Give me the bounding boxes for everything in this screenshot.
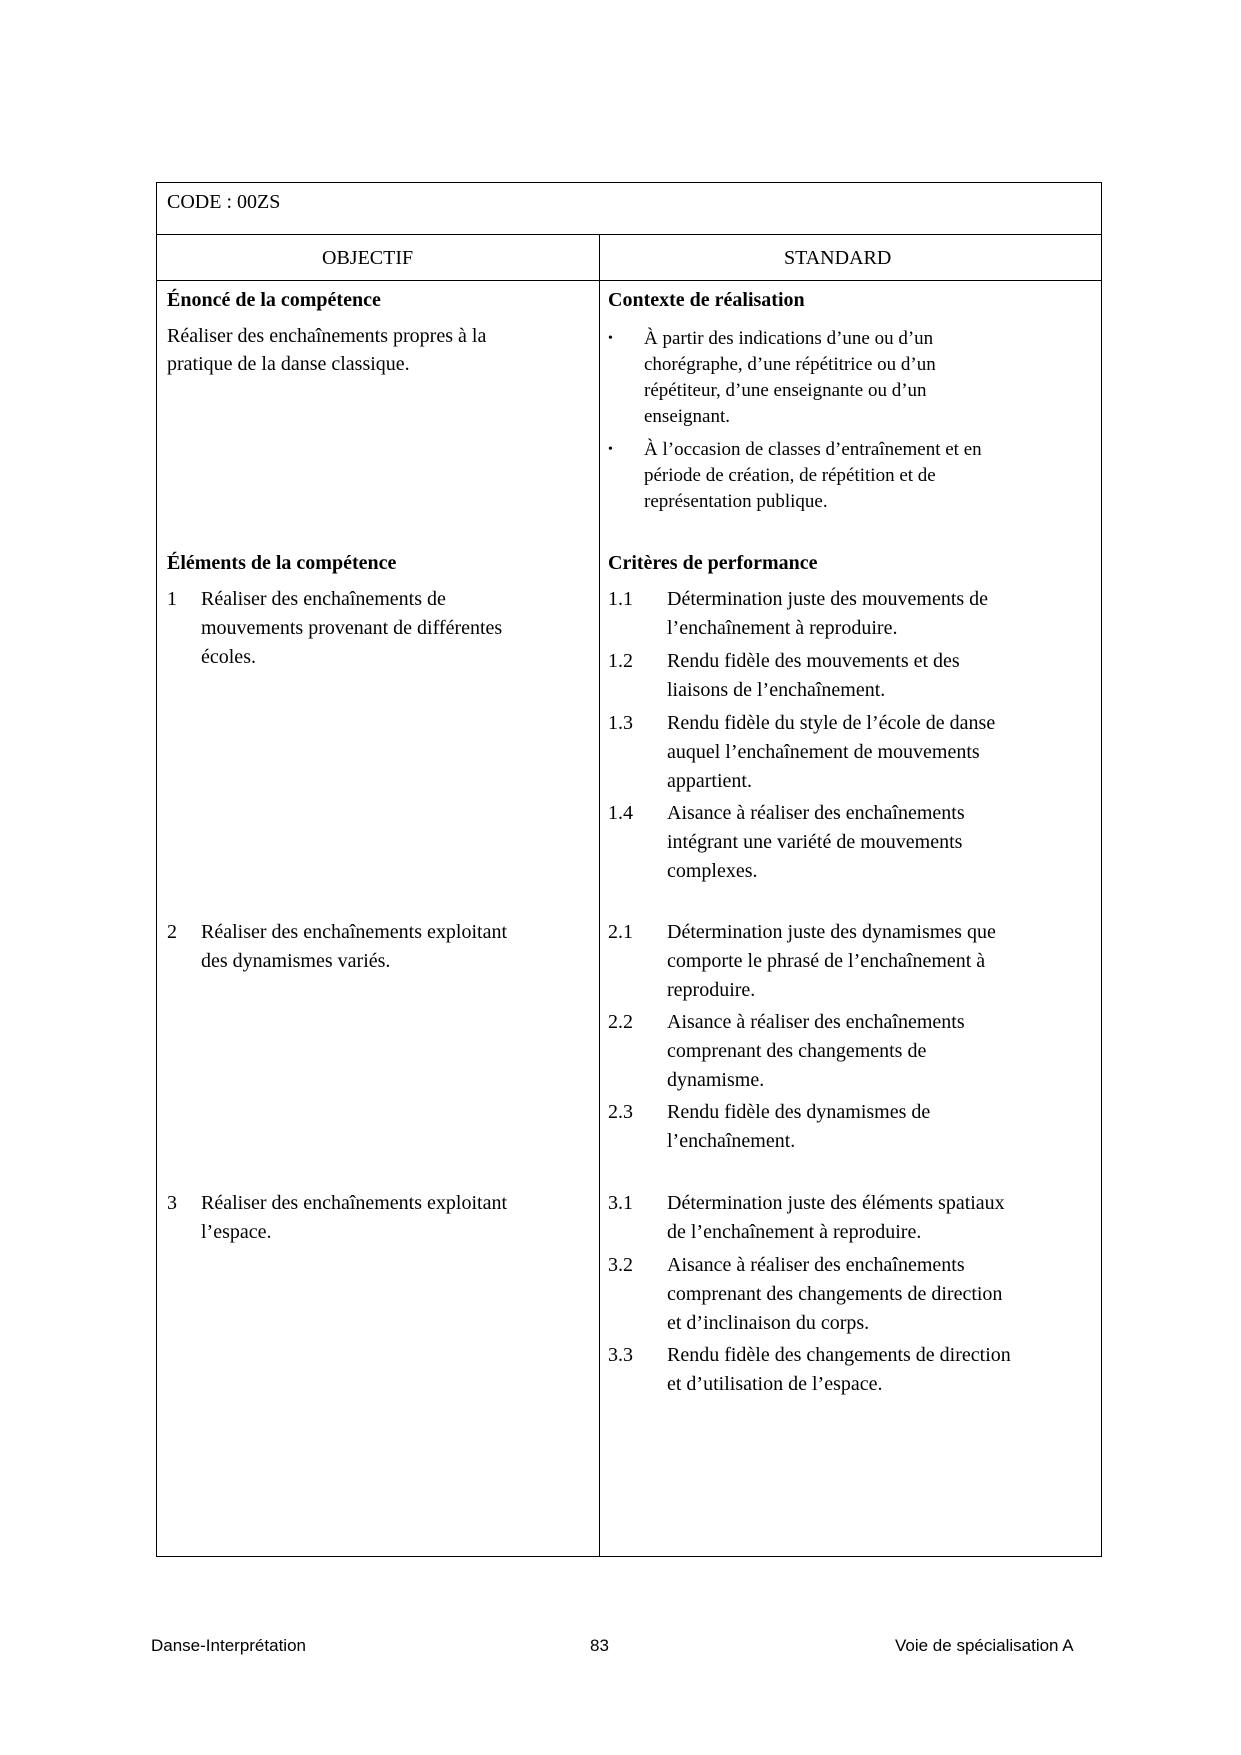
element-number: 3 [167,1192,177,1214]
critere-line: Aisance à réaliser des enchaînements [667,1011,965,1033]
column-divider [599,234,600,1557]
critere-number: 3.2 [608,1254,633,1276]
critere-line: et d’inclinaison du corps. [667,1312,870,1334]
enonce-line: pratique de la danse classique. [167,353,410,375]
critere-line: Détermination juste des mouvements de [667,588,989,610]
critere-line: auquel l’enchaînement de mouvements [667,741,980,763]
critere-line: Aisance à réaliser des enchaînements [667,1254,965,1276]
element-line: Réaliser des enchaînements de [201,588,446,610]
critere-line: l’enchaînement. [667,1130,796,1152]
critere-line: Rendu fidèle des changements de direction [667,1344,1011,1366]
code-label: CODE : 00ZS [167,191,281,213]
critere-line: comprenant des changements de [667,1040,927,1062]
footer-right: Voie de spécialisation A [895,1636,1074,1655]
critere-line: de l’enchaînement à reproduire. [667,1221,922,1243]
contexte-line: représentation publique. [644,491,828,512]
critere-number: 3.1 [608,1192,633,1214]
criteres-title: Critères de performance [608,552,818,574]
enonce-line: Réaliser des enchaînements propres à la [167,325,487,347]
critere-line: dynamisme. [667,1069,765,1091]
critere-number: 2.3 [608,1101,633,1123]
critere-number: 1.4 [608,802,633,824]
critere-number: 1.2 [608,650,633,672]
critere-line: Détermination juste des éléments spatiaux [667,1192,1005,1214]
critere-line: et d’utilisation de l’espace. [667,1373,883,1395]
footer-left: Danse-Interprétation [151,1636,306,1655]
enonce-title: Énoncé de la compétence [167,289,381,311]
elements-title: Éléments de la compétence [167,552,397,574]
critere-line: appartient. [667,770,752,792]
contexte-line: répétiteur, d’une enseignante ou d’un [644,380,927,401]
element-line: l’espace. [201,1221,272,1243]
element-line: Réaliser des enchaînements exploitant [201,1192,508,1214]
contexte-title: Contexte de réalisation [608,289,805,311]
critere-line: Rendu fidèle des dynamismes de [667,1101,931,1123]
header-divider-top [156,234,1102,235]
critere-line: comporte le phrasé de l’enchaînement à [667,950,986,972]
contexte-line: À partir des indications d’une ou d’un [644,328,934,349]
contexte-line: chorégraphe, d’une répétitrice ou d’un [644,354,936,375]
element-line: des dynamismes variés. [201,950,391,972]
critere-line: Rendu fidèle du style de l’école de danse [667,712,996,734]
element-line: Réaliser des enchaînements exploitant [201,921,508,943]
contexte-line: À l’occasion de classes d’entraînement et en [644,439,982,460]
contexte-line: période de création, de répétition et de [644,465,936,486]
critere-number: 1.3 [608,712,633,734]
contexte-line: enseignant. [644,406,731,427]
critere-line: complexes. [667,860,758,882]
element-line: mouvements provenant de différentes [201,617,503,639]
critere-line: Rendu fidèle des mouvements et des [667,650,960,672]
element-number: 2 [167,921,177,943]
critere-number: 2.1 [608,921,633,943]
element-number: 1 [167,588,177,610]
bullet-icon: • [608,331,613,346]
critere-line: comprenant des changements de direction [667,1283,1003,1305]
critere-line: l’enchaînement à reproduire. [667,617,898,639]
objectif-header: OBJECTIF [322,247,414,269]
critere-line: liaisons de l’enchaînement. [667,679,886,701]
standard-header: STANDARD [784,247,892,269]
critere-line: Aisance à réaliser des enchaînements [667,802,965,824]
critere-line: intégrant une variété de mouvements [667,831,963,853]
element-line: écoles. [201,646,256,668]
page-number: 83 [590,1636,609,1655]
header-divider-bottom [156,280,1102,281]
critere-line: Détermination juste des dynamismes que [667,921,996,943]
critere-number: 1.1 [608,588,633,610]
critere-number: 3.3 [608,1344,633,1366]
critere-number: 2.2 [608,1011,633,1033]
critere-line: reproduire. [667,979,756,1001]
bullet-icon: • [608,442,613,457]
